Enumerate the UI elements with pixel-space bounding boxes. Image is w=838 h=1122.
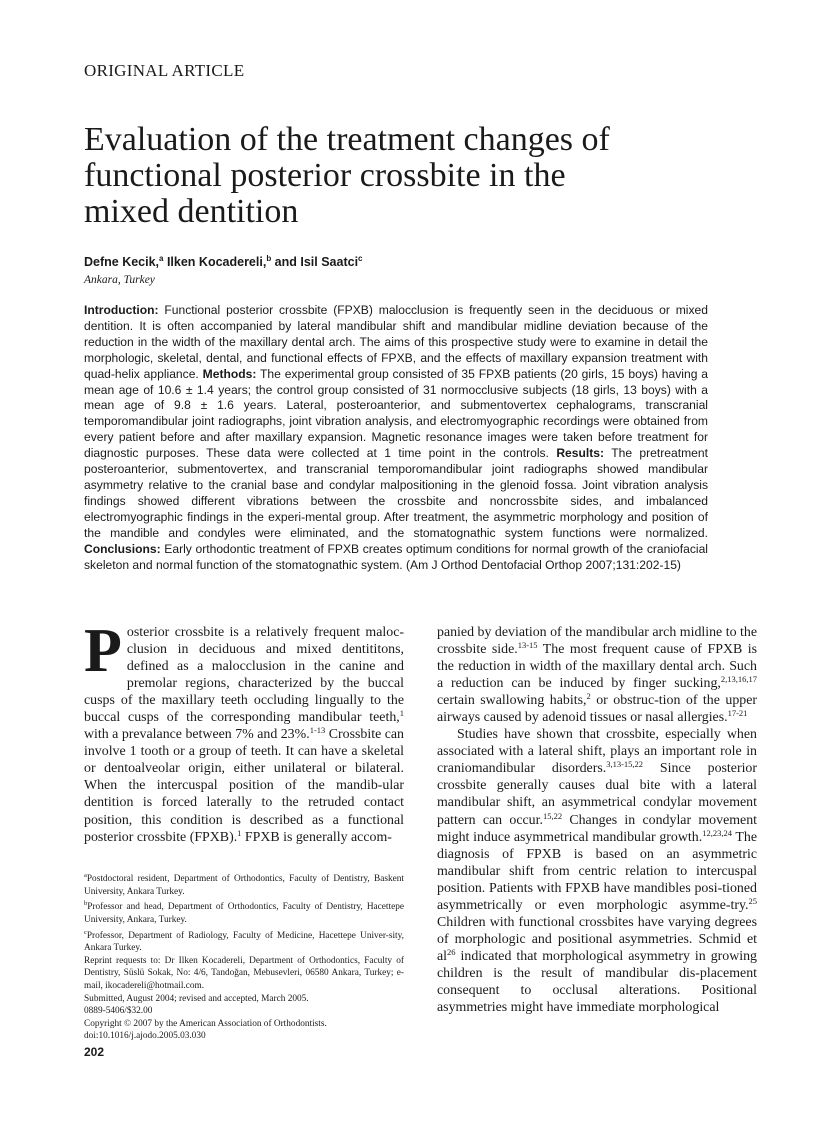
body-text: The most frequent cause of FPXB is the reduction in width of the maxillary dental arch. Such a reduction can be induced by finger sucking, <box>437 642 757 692</box>
footnote-copyright: Copyright © 2007 by the American Association of Orthodontists. <box>84 1018 327 1029</box>
citation-ref[interactable]: 2 <box>586 691 591 702</box>
footnote-marker: c <box>84 928 87 936</box>
body-text: The diagnosis of FPXB is based on an asymmetric mandibular shift from centric relation to intercuspal position. Patients with FPXB have mandibles posi-tioned asymmetrically or even morphologic asymme-try. <box>437 829 757 913</box>
author-name: and Isil Saatci <box>271 255 359 270</box>
footnotes <box>84 870 404 1043</box>
abstract-text: Functional posterior crossbite (FPXB) malocclusion is frequently seen in the deciduous or mixed dentition. It is often accompanied by lateral mandibular shift and mandibular midline deviation because of the reduction in the width of the maxillary dental arch. The aims of this prospective study were to examine in detail the morphologic, skeletal, dental, and functional effects of FPXB, and the effects of maxillary expansion treatment with quad-helix appliance. <box>84 303 708 381</box>
footnote-affiliation <box>84 870 404 898</box>
article-title <box>84 122 704 230</box>
footnote-issn: 0889-5406/$32.00 <box>84 1006 153 1017</box>
footnote-text: Postdoctoral resident, Department of Orthodontics, Faculty of Dentistry, Baskent University, Ankara Turkey. <box>84 874 404 897</box>
author-affiliation-marker: b <box>266 254 272 263</box>
body-text: Crossbite can involve 1 tooth or a group of teeth. It can have a skeletal or dentoalveolar origin, either unilateral or bilateral. When the intercuspal position of the mandib-ular dentition is forced laterally to the retruded contact position, this condition is described as a functional posterior crossbite (FPXB). <box>84 727 404 845</box>
footnote-reprint: Reprint requests to: Dr Ilken Kocadereli, Department of Orthodontics, Faculty of Dentistry, Süslü Sokak, No: 4/6, Tandoğan, Mebusevleri, 06580 Ankara, Turkey; e-mail, ikocadereli@hotmail.com. <box>84 955 404 992</box>
body-paragraph <box>84 617 404 846</box>
author-name: Ilken Kocadereli, <box>163 255 267 270</box>
body-paragraph <box>437 624 757 726</box>
footnote-doi[interactable]: doi:10.1016/j.ajodo.2005.03.030 <box>84 1031 206 1042</box>
section-label: ORIGINAL ARTICLE <box>84 61 245 80</box>
citation-ref[interactable]: 3,13-15,22 <box>606 759 644 770</box>
body-text: panied by deviation of the mandibular arch midline to the crossbite side. <box>437 625 757 658</box>
citation-ref[interactable]: 1-13 <box>309 725 326 736</box>
page-number: 202 <box>84 1045 105 1059</box>
title-line: Evaluation of the treatment changes of <box>84 121 610 158</box>
body-text: osterior crossbite is a relatively frequent maloc-clusion in deciduous and mixed dentititons, defined as a malocclusion in the canine and premolar regions, characterized by the buccal cusps of the maxillary teeth occluding lingually to the buccal cusps of the corresponding mandibular teeth, <box>84 625 404 726</box>
author-list <box>84 254 363 269</box>
citation-ref[interactable]: 17-21 <box>727 708 748 719</box>
footnote-marker: b <box>84 900 88 908</box>
body-paragraph <box>437 726 757 1016</box>
title-line: functional posterior crossbite in the <box>84 157 566 194</box>
body-column-left <box>84 617 404 846</box>
citation-ref[interactable]: 12,23,24 <box>702 827 732 838</box>
abstract-label-introduction: Introduction: <box>84 303 159 317</box>
body-text: certain swallowing habits, <box>437 693 587 709</box>
footnote-marker: a <box>84 872 87 879</box>
citation-ref[interactable]: 13-15 <box>517 640 538 651</box>
abstract-label-conclusions: Conclusions: <box>84 541 161 556</box>
citation-ref[interactable]: 1 <box>237 827 242 838</box>
author-affiliation-marker: a <box>159 254 164 263</box>
author-location: Ankara, Turkey <box>84 274 155 286</box>
body-text: FPXB is generally accom- <box>241 829 392 845</box>
abstract-label-methods: Methods: <box>202 366 257 381</box>
abstract-label-results: Results: <box>556 446 605 461</box>
abstract-text: The experimental group consisted of 35 FPXB patients (20 girls, 15 boys) having a mean age of 10.6 ± 1.4 years; the control group consisted of 31 normocclusive subjects (18 girls, 13 boys) with a mean age of 9.8 ± 1.6 years. Lateral, posteroanterior, and submentovertex cephalograms, transcranial temporomandibular joint radiographs, joint vibration analysis, and electromyographic recordings were obtained from every patient before and after maxillary expansion. Magnetic resonance images were taken before treatment for diagnostic purposes. These data were collected at 1 time point in the controls. <box>84 366 708 461</box>
title-line: mixed dentition <box>84 193 299 230</box>
body-text: Changes in condylar movement might induce asymmetrical mandibular growth. <box>437 812 758 845</box>
footnote-text: Professor, Department of Radiology, Faculty of Medicine, Hacettepe Univer-sity, Ankara Turkey. <box>84 930 404 954</box>
author-affiliation-marker: c <box>358 254 363 263</box>
author-name: Defne Kecik, <box>84 255 160 270</box>
body-text: Studies have shown that crossbite, especially when associated with a lateral shift, plays an important role in craniomandibular disorders. <box>437 727 757 777</box>
body-text: Children with functional crossbites have varying degrees of morphologic and positional asymmetries. Schmid et al <box>437 914 757 964</box>
abstract-text: The pretreatment posteroanterior, submentovertex, and transcranial temporomandibular joint radiographs showed mandibular asymmetry relative to the cranial base and condylar malpositioning in the glenoid fossa. Joint vibration analysis findings showed different vibrations between the crossbite and noncrossbite sides, and imbalanced electromyographic findings in the experi-mental group. After treatment, the asymmetric morphology and position of the mandible and condyles were eliminated, and the stomatognathic system functions were normalized. <box>84 446 708 540</box>
citation-ref[interactable]: 26 <box>447 946 456 957</box>
body-text: Since posterior crossbite generally causes dual bite with a lateral mandibular shift, an asymmetrical condylar movement pattern can occur. <box>437 761 757 828</box>
body-column-right <box>437 624 757 1016</box>
body-text: indicated that morphological asymmetry in growing children is the result of mandibular dis-placement consequent to occlusal alterations. Positional asymmetries might have immediate morphological <box>437 948 757 1016</box>
abstract <box>84 303 708 573</box>
drop-cap: P <box>84 617 122 685</box>
abstract-text: Early orthodontic treatment of FPXB creates optimum conditions for normal growth of the craniofacial skeleton and normal function of the stomatognathic system. (Am J Orthod Dentofacial Orthop 2007;131:202-15) <box>84 541 708 572</box>
citation-ref[interactable]: 15,22 <box>542 810 563 821</box>
footnote-submitted: Submitted, August 2004; revised and accepted, March 2005. <box>84 993 309 1004</box>
body-text: with a prevalance between 7% and 23%. <box>84 727 310 743</box>
footnote-affiliation <box>84 898 404 926</box>
citation-ref[interactable]: 2,13,16,17 <box>720 674 757 685</box>
citation-ref[interactable]: 25 <box>748 895 757 906</box>
footnote-affiliation <box>84 927 404 955</box>
body-text: or obstruc-tion of the upper airways caused by adenoid tissues or nasal allergies. <box>437 693 758 726</box>
footnote-text: Professor and head, Department of Orthodontics, Faculty of Dentistry, Hacettepe University, Ankara, Turkey. <box>84 902 404 925</box>
citation-ref[interactable]: 1 <box>399 708 404 719</box>
